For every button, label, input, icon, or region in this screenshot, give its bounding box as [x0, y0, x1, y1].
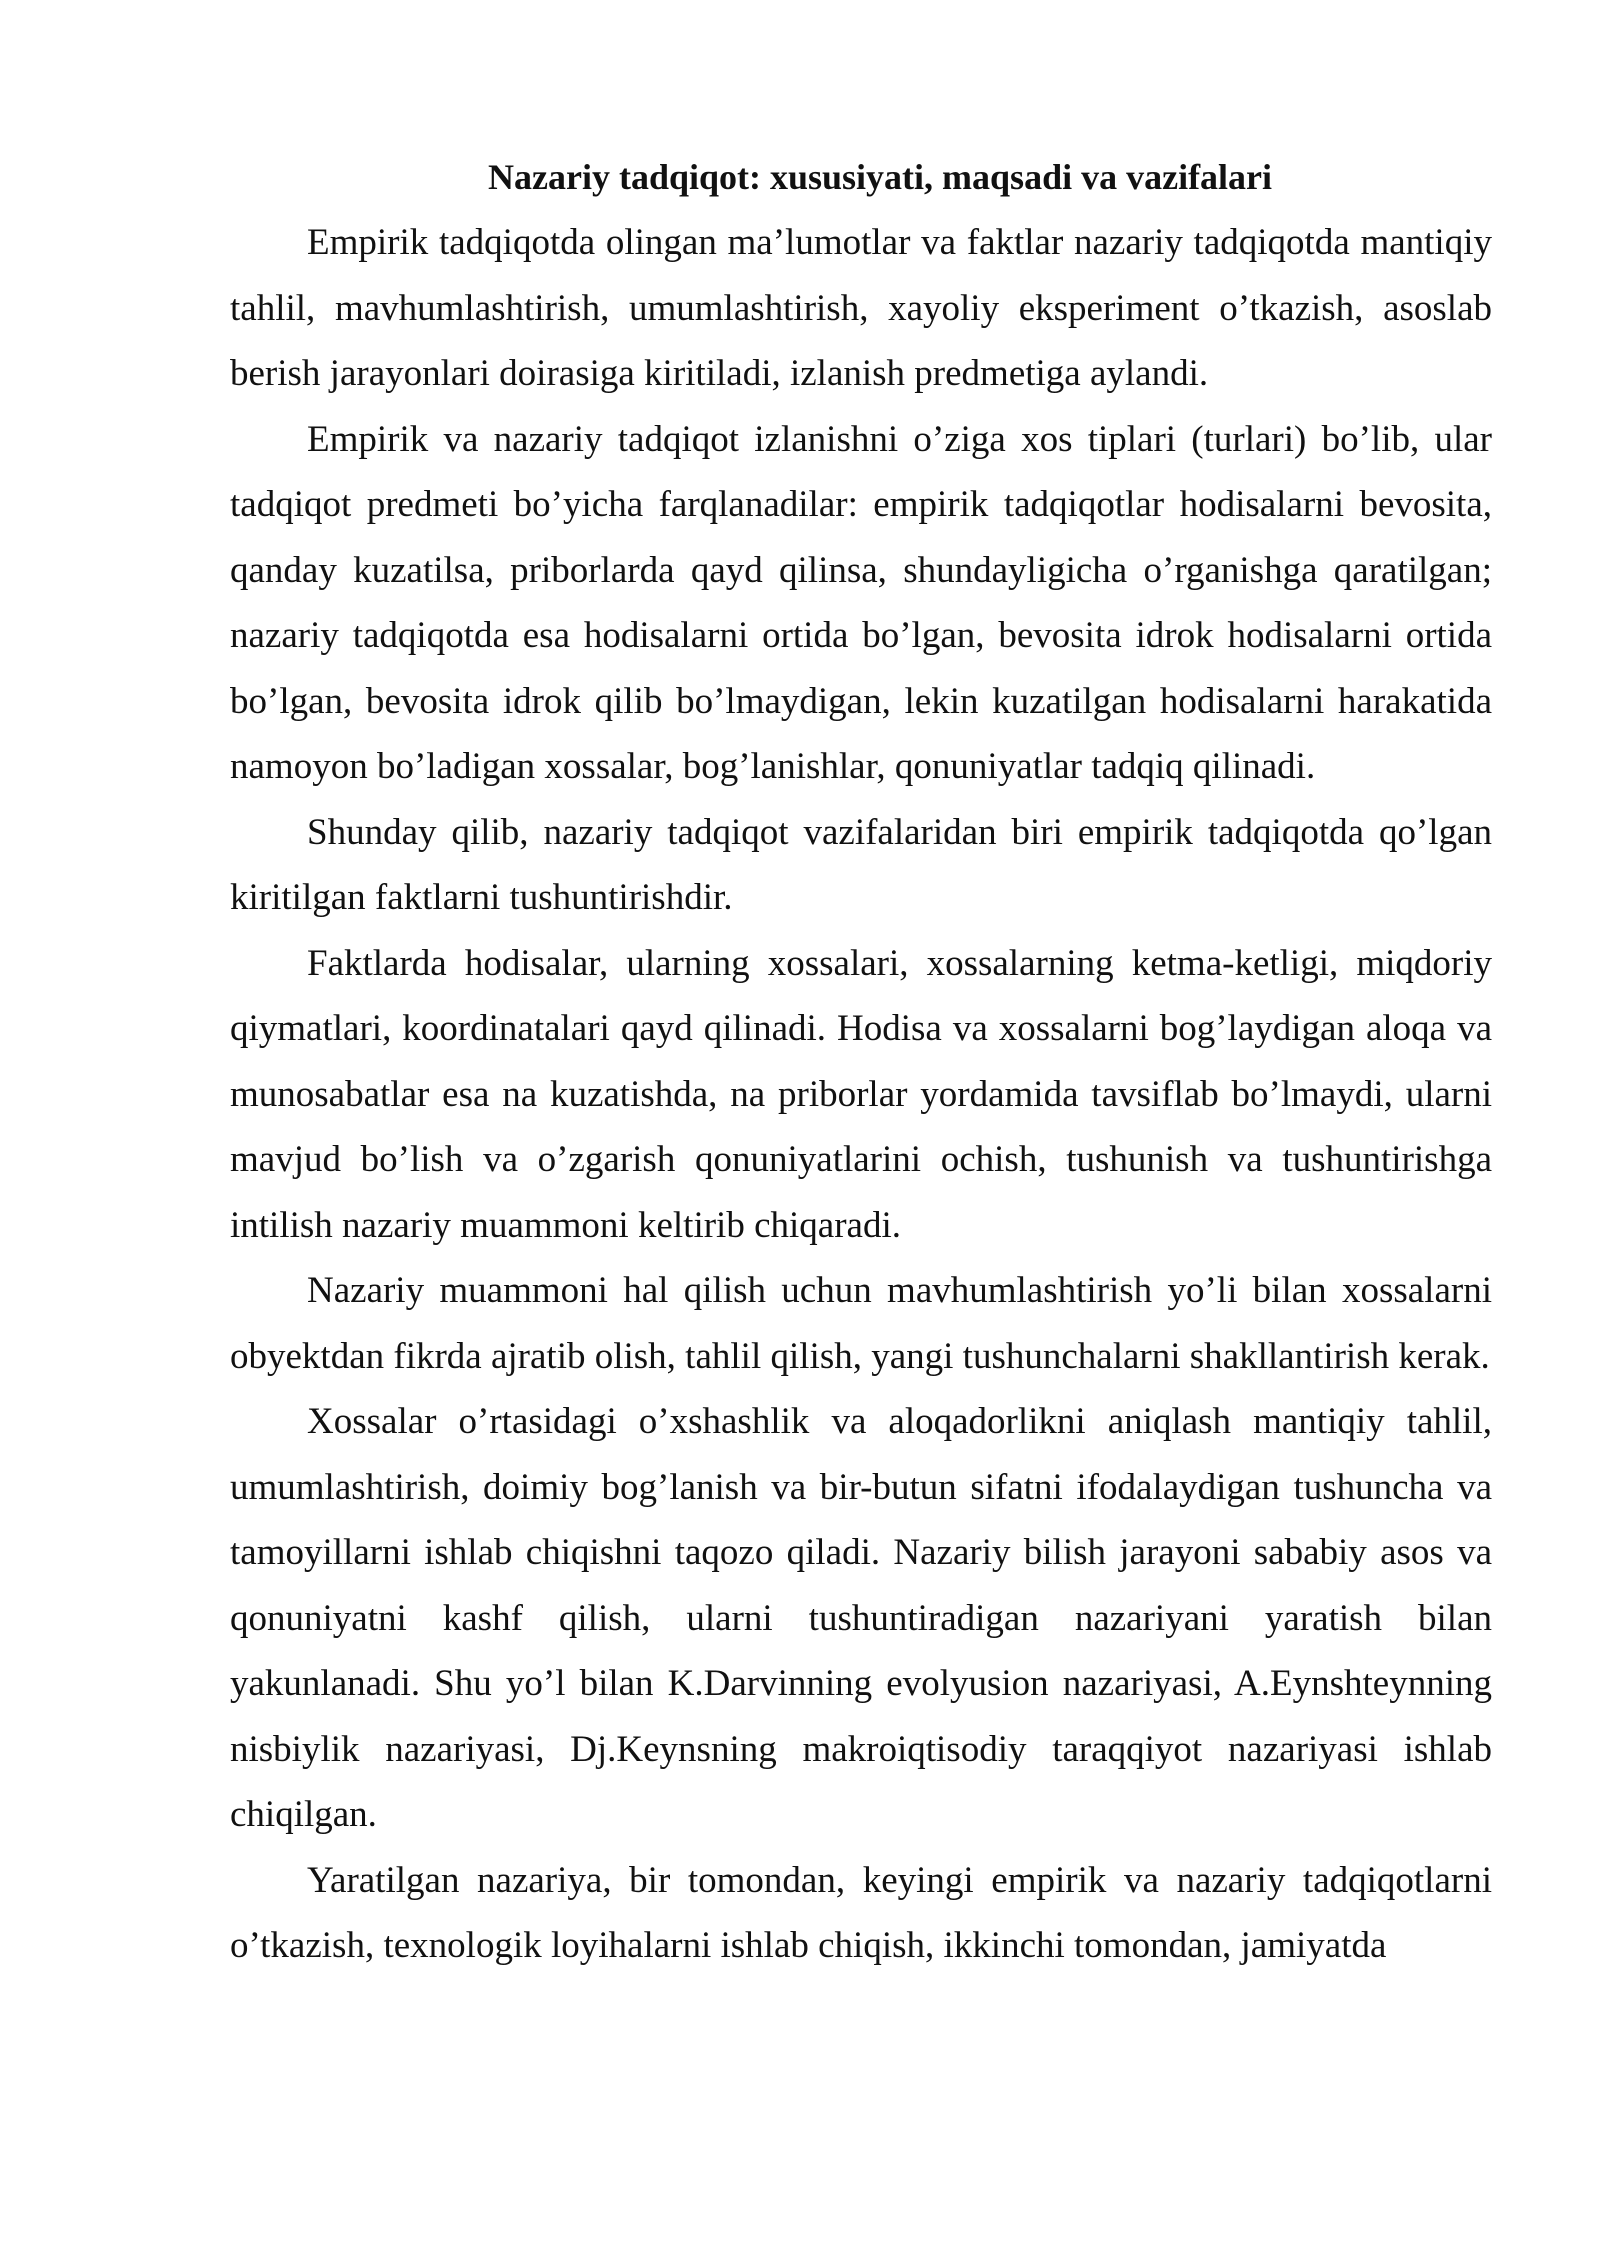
- paragraph-1: Empirik tadqiqotda olingan ma’lumotlar va faktlar nazariy tadqiqotda mantiqiy tahlil, mavhumlashtirish, umumlashtirish, xayoliy eksperiment o’tkazish, asoslab berish jarayonlari doirasiga kiritiladi, izlanish predmetiga aylandi.: [230, 222, 1492, 394]
- document-body: [230, 145, 1492, 1979]
- paragraph-6: Xossalar o’rtasidagi o’xshashlik va aloqadorlikni aniqlash mantiqiy tahlil, umumlashtirish, doimiy bog’lanish va bir-butun sifatni ifodalaydigan tushuncha va tamoyillarni ishlab chiqishni taqozo qiladi. Nazariy bilish jarayoni sababiy asos va qonuniyatni kashf qilish, ularni tushuntiradigan nazariyani yaratish bilan yakunlanadi. Shu yo’l bilan K.Darvinning evolyusion nazariyasi, A.Eynshteynning nisbiylik nazariyasi, Dj.Keynsning makroiqtisodiy taraqqiyot nazariyasi ishlab chiqilgan.: [230, 1401, 1492, 1835]
- paragraph-2: Empirik va nazariy tadqiqot izlanishni o’ziga xos tiplari (turlari) bo’lib, ular tadqiqot predmeti bo’yicha farqlanadilar: empirik tadqiqotlar hodisalarni bevosita, qanday kuzatilsa, priborlarda qayd qilinsa, shundayligicha o’rganishga qaratilgan; nazariy tadqiqotda esa hodisalarni ortida bo’lgan, bevosita idrok hodisalarni ortida bo’lgan, bevosita idrok qilib bo’lmaydigan, lekin kuzatilgan hodisalarni harakatida namoyon bo’ladigan xossalar, bog’lanishlar, qonuniyatlar tadqiq qilinadi.: [230, 418, 1492, 787]
- paragraph-5: Nazariy muammoni hal qilish uchun mavhumlashtirish yo’li bilan xossalarni obyektdan fikrda ajratib olish, tahlil qilish, yangi tushunchalarni shakllantirish kerak.: [230, 1270, 1492, 1377]
- paragraph-4: Faktlarda hodisalar, ularning xossalari, xossalarning ketma-ketligi, miqdoriy qiymatlari, koordinatalari qayd qilinadi. Hodisa va xossalarni bog’laydigan aloqa va munosabatlar esa na kuzatishda, na priborlar yordamida tavsiflab bo’lmaydi, ularni mavjud bo’lish va o’zgarish qonuniyatlarini ochish, tushunish va tushuntirishga intilish nazariy muammoni keltirib chiqaradi.: [230, 942, 1492, 1246]
- paragraph-7: Yaratilgan nazariya, bir tomondan, keyingi empirik va nazariy tadqiqotlarni o’tkazish, texnologik loyihalarni ishlab chiqish, ikkinchi tomondan, jamiyatda: [230, 1859, 1492, 1966]
- document-title: Nazariy tadqiqot: xususiyati, maqsadi va vazifalari: [488, 157, 1273, 197]
- paragraph-3: Shunday qilib, nazariy tadqiqot vazifalaridan biri empirik tadqiqotda qo’lgan kiritilgan faktlarni tushuntirishdir.: [230, 811, 1492, 918]
